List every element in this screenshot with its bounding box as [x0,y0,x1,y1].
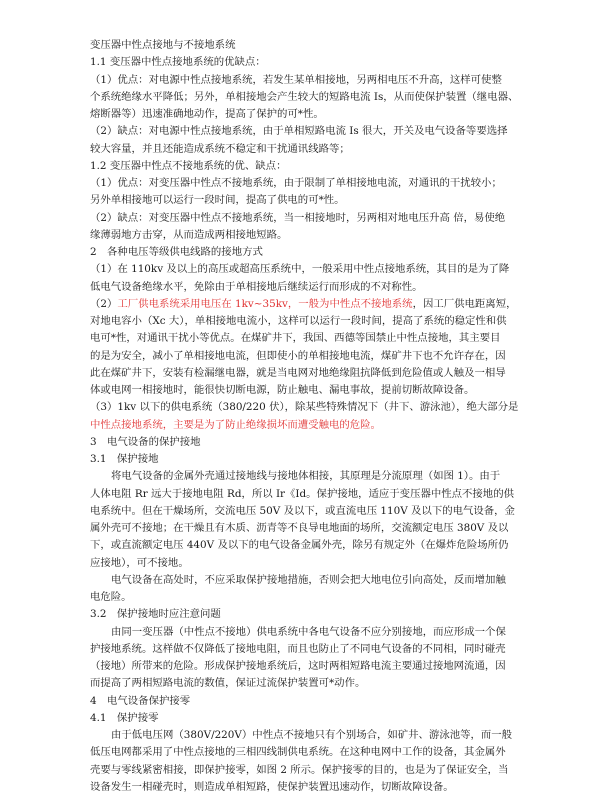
text-line [90,262,530,276]
text-line [90,366,530,380]
text-line [90,349,530,363]
text-line [90,245,530,259]
line-text: 壳要与零线紧密相接，即保护接零，如图 2 所示。保护接零的目的，也是为了保证安全，当 [90,763,509,776]
line-text: 变压器中性点接地与不接地系统 [90,39,236,51]
line-text: 4 电气设备保护接零 [90,694,191,707]
text-line [90,142,530,156]
text-line [90,573,530,587]
line-text: （2）缺点：对电源中性点接地系统，由于单相短路电流 Is 很大，开关及电气设备等要选择 [90,125,508,138]
text-line [90,176,530,190]
line-text: 应接地），可不接地。 [90,556,189,569]
line-text: （2）缺点：对变压器中性点不接地系统，当一相接地时，另两相对地电压升高 倍，易使绝 [90,211,506,224]
text-line [90,659,530,673]
line-text: （1）优点：对变压器中性点不接地系统，由于限制了单相接地电流，对通讯的干扰较小； [90,177,502,189]
text-line [90,90,530,104]
line-text: 2 各种电压等级供电线路的接地方式 [90,246,263,258]
text-line [90,521,530,535]
line-text: 3 电气设备的保护接地 [90,435,201,448]
line-text: 设备发生一相碰壳时，则造成单相短路，使保护装置迅速动作，切断故障设备。 [90,780,454,793]
text-line [90,694,530,708]
text-line [90,452,530,466]
text-line [90,504,530,518]
line-text: 3.2 保护接地时应注意问题 [90,608,221,621]
text-line [90,780,530,794]
line-text: 4.1 保护接零 [90,711,159,724]
text-line [90,280,530,294]
line-text: 熔断器等）迅速准确地动作，提高了保护的可*性。 [90,108,324,120]
line-text: （1）优点：对电源中性点接地系统，若发生某单相接地，另两相电压不升高，这样可使整 [90,73,502,86]
text-line [90,418,530,432]
text-line [90,625,530,639]
line-text: （3）1kv 以下的供电系统（380/220 伏），除某些特殊情况下（井下、游泳池），绝大部分是 [90,401,519,414]
text-line [90,38,530,52]
line-text: 此在煤矿井下，安装有检漏继电器，就是当电网对地绝缘阻抗降低到危险值或人触及一相导 [90,366,506,379]
text-line [90,297,530,311]
line-text: 下，或直流额定电压 440V 及以下的电气设备金属外壳，除另有规定外（在爆炸危险场所仍 [90,539,509,552]
text-line [90,211,530,225]
text-line [90,556,530,570]
line-text: 低电气设备绝缘水平，免除由于单相接地后继续运行而形成的不对称性。 [90,280,423,293]
line-text: 缘薄弱地方击穿，从而造成两相接地短路。 [90,228,288,241]
text-line [90,400,530,414]
line-tail-text: ，因工厂供电距离短， [412,297,517,310]
text-line [90,73,530,87]
line-text: 而提高了两相短路电流的数值，保证过流保护装置可*动作。 [90,677,366,690]
line-text: 体或电网一相接地时，能很快切断电源，防止触电、漏电事故，提前切断故障设备。 [90,384,475,396]
text-line [90,711,530,725]
text-line [90,469,530,483]
line-text: 另外单相接地可以运行一段时间，提高了供电的可*性。 [90,194,345,207]
line-text: 将电气设备的金属外壳通过接地线与接地体相接，其原理是分流原理（如图 1）。由于 [111,470,501,483]
highlighted-text: 中性点接地系统，主要是为了防止绝缘损坏而遭受触电的危险。 [90,418,381,431]
text-line [90,124,530,138]
line-text: 由同一变压器（中性点不接地）供电系统中各电气设备不应分别接地，而应形成一个保 [111,625,506,638]
text-line [90,607,530,621]
line-text: （接地）所带来的危险。形成保护接地系统后，这时两相短路电流主要通过接地网流通，因 [90,660,506,672]
line-text: （2） [90,297,118,310]
line-text: 由于低电压网（380V/220V）中性点不接地只有个别场合，如矿井、游泳池等，而一般 [111,729,513,741]
text-line [90,728,530,742]
line-text: 对地电容小（Xc 大），单相接地电流小，这样可以运行一段时间，提高了系统的稳定性和供 [90,315,507,327]
text-line [90,107,530,121]
text-line [90,383,530,397]
line-text: 1.1 变压器中性点接地系统的优缺点： [90,56,266,69]
highlighted-text: 工厂供电系统采用电压在 1kv~35kv，一般为中性点不接地系统 [117,297,413,310]
line-text: 较大容量，并且还能造成系统不稳定和干扰通讯线路等； [90,142,350,155]
text-line [90,159,530,173]
line-text: 电可*性，对通讯干扰小等优点。在煤矿井下，我国、西德等国禁止中性点接地，其主要目 [90,332,501,345]
text-line [90,745,530,759]
line-text: 人体电阻 Rr 远大于接地电阻 Rd，所以 Ir《Id。保护接地，适应于变压器中性点不接地的供 [90,487,514,500]
text-line [90,435,530,449]
line-text: 电系统中。但在干燥场所，交流电压 50V 及以下，或直流电压 110V 及以下的电气设备，金 [90,504,515,517]
line-text: 电危险。 [90,591,132,603]
text-line [90,642,530,656]
text-line [90,676,530,690]
text-line [90,590,530,604]
line-text: 属外壳可不接地；在干燥且有木质、沥青等不良导电地面的场所，交流额定电压 380V 及以 [90,522,509,534]
text-line [90,487,530,501]
text-line [90,538,530,552]
text-line [90,314,530,328]
line-text: 低压电网都采用了中性点接地的三相四线制供电系统。在这种电网中工作的设备，其金属外 [90,746,506,759]
text-line [90,55,530,69]
text-line [90,228,530,242]
line-text: （1）在 110kv 及以上的高压或超高压系统中，一般采用中性点接地系统，其目的是为了降 [90,263,510,276]
line-text: 1.2 变压器中性点不接地系统的优、缺点： [90,159,287,172]
line-text: 3.1 保护接地 [90,453,159,465]
text-line [90,193,530,207]
line-text: 电气设备在高处时，不应采取保护接地措施，否则会把大地电位引向高处，反而增加触 [111,573,506,586]
text-line [90,763,530,777]
line-text: 个系统绝缘水平降低；另外，单相接地会产生较大的短路电流 Is，从而使保护装置（继电器、 [90,90,519,103]
line-text: 的是为安全，减小了单相接地电流，但即使小的单相接地电流，煤矿井下也不允许存在，因 [90,349,506,362]
text-line [90,331,530,345]
line-text: 护接地系统。这样做不仅降低了接地电阻，而且也防止了不同电气设备的不同相，同时碰壳 [90,642,506,655]
